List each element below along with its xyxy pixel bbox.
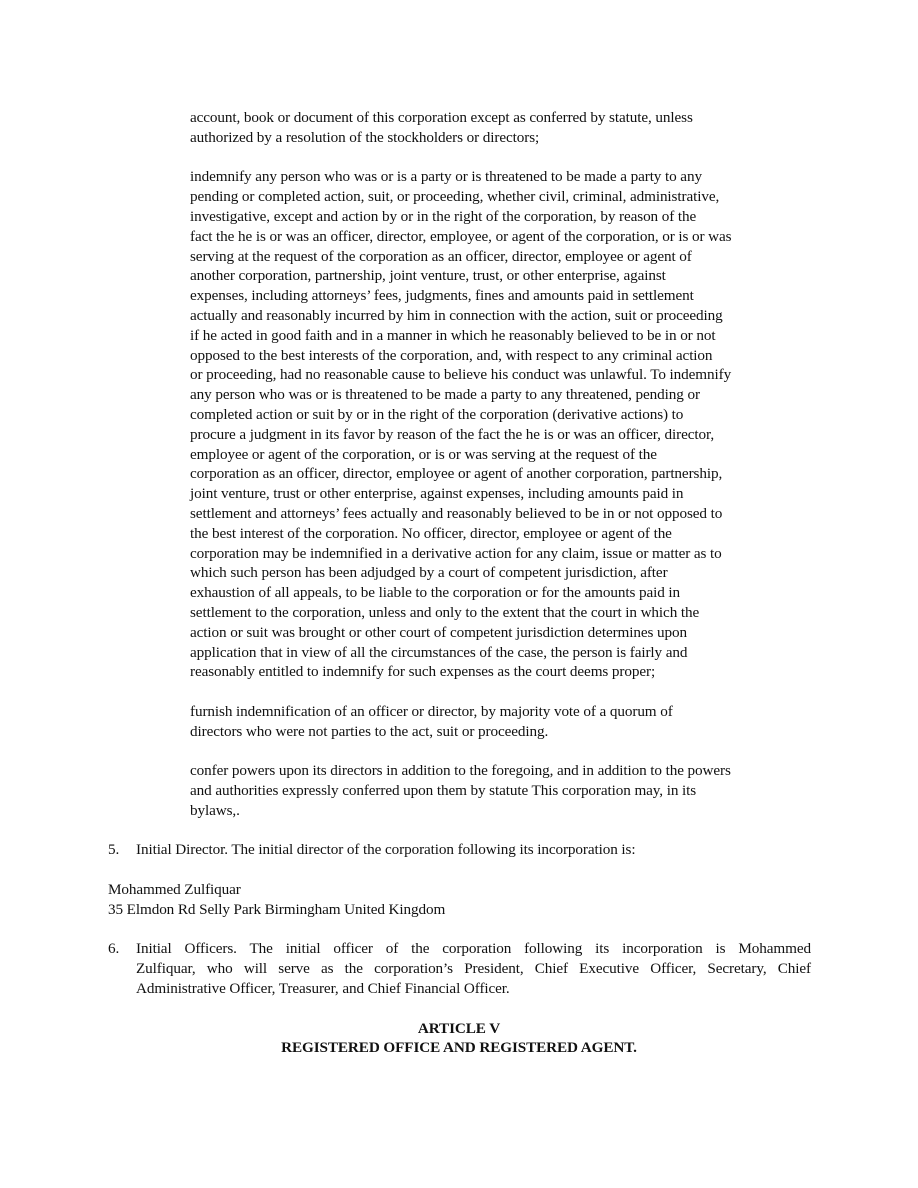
text-line: the best interest of the corporation. No officer, director, employee or agent of the: [190, 524, 672, 542]
paragraph-indemnify: [0, 167, 918, 682]
item-text: Initial Director. The initial director of the corporation following its incorporation is:: [136, 841, 636, 859]
text-line: which such person has been adjudged by a court of competent jurisdiction, after: [190, 564, 668, 582]
article-number: ARTICLE V: [417, 1019, 501, 1037]
text-line: opposed to the best interests of the corporation, and, with respect to any criminal action: [190, 346, 713, 364]
text-line: authorized by a resolution of the stockholders or directors;: [190, 128, 540, 146]
text-line: Initial Officers. The initial officer of the corporation following its incorporation is Mohammed: [136, 940, 811, 958]
director-name: Mohammed Zulfiquar: [108, 881, 241, 899]
text-line: another corporation, partnership, joint venture, trust, or other enterprise, against: [190, 267, 666, 285]
text-line: exhaustion of all appeals, to be liable to the corporation or for the amounts paid in: [190, 584, 681, 602]
text-line: any person who was or is threatened to be made a party to any threatened, pending or: [190, 386, 700, 404]
text-line: serving at the request of the corporation as an officer, director, employee or agent of: [190, 247, 692, 265]
text-line: reasonably entitled to indemnify for such expenses as the court deems proper;: [190, 663, 656, 681]
text-line: actually and reasonably incurred by him in connection with the action, suit or proceeding: [190, 306, 723, 324]
text-line: completed action or suit by or in the right of the corporation (derivative actions) to: [190, 405, 684, 423]
text-line: corporation as an officer, director, employee or agent of another corporation, partnership,: [190, 465, 723, 483]
text-line: account, book or document of this corporation except as conferred by statute, unless: [190, 109, 693, 126]
text-line: procure a judgment in its favor by reason of the fact the he is or was an officer, director,: [190, 425, 715, 443]
text-line: if he acted in good faith and in a manner in which he reasonably believed to be in or not: [190, 326, 716, 344]
text-line: pending or completed action, suit, or proceeding, whether civil, criminal, administrative,: [190, 188, 720, 206]
paragraph-confer-powers: [0, 761, 918, 820]
text-line: or proceeding, had no reasonable cause to believe his conduct was unlawful. To indemnify: [190, 366, 732, 384]
text-line: Zulfiquar, who will serve as the corporation’s President, Chief Executive Officer, Secretary, Chief: [136, 960, 811, 978]
text-line: and authorities expressly conferred upon them by statute This corporation may, in its: [190, 782, 697, 800]
paragraph-furnish-indemnification: [0, 702, 918, 742]
text-line: Administrative Officer, Treasurer, and Chief Financial Officer.: [136, 980, 510, 998]
text-line: furnish indemnification of an officer or director, by majority vote of a quorum of: [190, 702, 673, 720]
text-line: corporation may be indemnified in a derivative action for any claim, issue or matter as to: [190, 544, 722, 562]
text-line: settlement to the corporation, unless and only to the extent that the court in which the: [190, 603, 700, 621]
director-address: 35 Elmdon Rd Selly Park Birmingham United Kingdom: [108, 900, 446, 918]
item-number: 6.: [108, 940, 120, 958]
item-initial-officers: [0, 939, 918, 998]
text-line: settlement and attorneys’ fees actually and reasonably believed to be in or not opposed to: [190, 504, 723, 522]
paragraph-stock-records: [0, 108, 918, 148]
text-line: confer powers upon its directors in addition to the foregoing, and in addition to the powers: [190, 762, 731, 780]
text-line: joint venture, trust or other enterprise, against expenses, including amounts paid in: [190, 485, 684, 503]
text-line: directors who were not parties to the act, suit or proceeding.: [190, 722, 549, 740]
text-line: employee or agent of the corporation, or is or was serving at the request of the: [190, 445, 657, 463]
document-page: [0, 108, 918, 1058]
item-initial-director: [0, 840, 918, 860]
text-line: bylaws,.: [190, 801, 240, 819]
text-line: indemnify any person who was or is a party or is threatened to be made a party to any: [190, 168, 702, 186]
text-line: action or suit was brought or other court of competent jurisdiction determines upon: [190, 623, 687, 641]
item-number: 5.: [108, 841, 120, 859]
text-line: investigative, except and action by or in the right of the corporation, by reason of the: [190, 207, 697, 225]
text-line: fact the he is or was an officer, director, employee, or agent of the corporation, or is or was: [190, 227, 732, 245]
text-line: application that in view of all the circumstances of the case, the person is fairly and: [190, 643, 688, 661]
article-title: REGISTERED OFFICE AND REGISTERED AGENT.: [281, 1039, 637, 1057]
text-line: expenses, including attorneys’ fees, judgments, fines and amounts paid in settlement: [190, 287, 694, 305]
